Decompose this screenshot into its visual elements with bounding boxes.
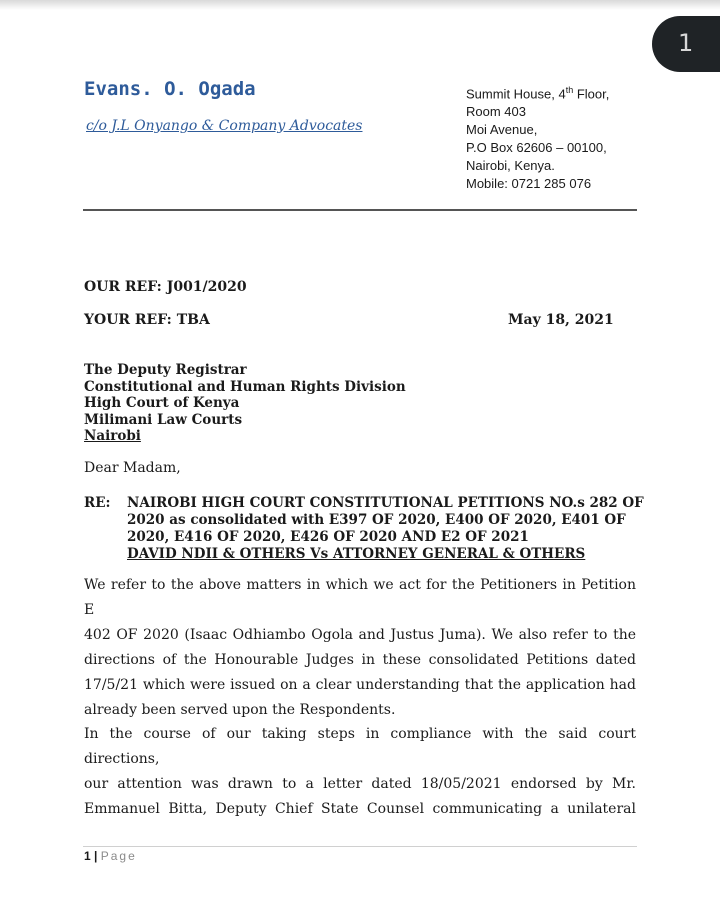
addressee-line: Nairobi [84, 428, 141, 444]
body-paragraph [84, 722, 636, 822]
letterhead-divider [83, 209, 637, 211]
page-indicator[interactable] [652, 16, 720, 72]
re-line: DAVID NDII & OTHERS Vs ATTORNEY GENERAL & OTHERS [127, 546, 586, 562]
paragraph-line: 17/5/21 which were issued on a clear understanding that the application had [84, 677, 636, 693]
address-line: Mobile: 0721 285 076 [466, 176, 592, 192]
addressee-block [84, 362, 406, 445]
footer-separator: | [94, 849, 98, 863]
firm-subtitle: c/o J.L Onyango & Company Advocates [86, 118, 363, 134]
footer-divider [83, 846, 637, 847]
our-reference: OUR REF: J001/2020 [84, 279, 247, 295]
address-line: Room 403 [466, 104, 526, 120]
footer-page-number: 1 [84, 849, 91, 863]
salutation: Dear Madam, [84, 460, 181, 476]
paragraph-line: directions of the Honourable Judges in these consolidated Petitions dated [84, 652, 636, 668]
paragraph-line: We refer to the above matters in which we act for the Petitioners in Petition E [84, 577, 636, 618]
address-line: P.O Box 62606 – 00100, [466, 140, 607, 156]
body-paragraph [84, 573, 636, 723]
re-line: 2020, E416 OF 2020, E426 OF 2020 AND E2 OF 2021 [127, 529, 529, 545]
addressee-line: The Deputy Registrar [84, 362, 247, 378]
address-line: Moi Avenue, [466, 122, 538, 138]
footer-page-word: Page [100, 849, 137, 863]
re-line: 2020 as consolidated with E397 OF 2020, E400 OF 2020, E401 OF [127, 512, 626, 528]
address-line: Nairobi, Kenya. [466, 158, 555, 174]
paragraph-line: In the course of our taking steps in compliance with the said court directions, [84, 726, 636, 767]
address-line: Summit House, 4th Floor, [466, 85, 610, 102]
paragraph-line: already been served upon the Respondents. [84, 702, 396, 718]
re-subject [127, 495, 644, 563]
page-footer [84, 849, 137, 863]
paragraph-line: Emmanuel Bitta, Deputy Chief State Counsel communicating a unilateral [84, 801, 636, 817]
paragraph-line: our attention was drawn to a letter dated 18/05/2021 endorsed by Mr. [84, 776, 636, 792]
firm-name: Evans. O. Ogada [84, 78, 256, 100]
letterhead-address [466, 81, 666, 193]
addressee-line: Constitutional and Human Rights Division [84, 378, 406, 395]
top-shadow [0, 0, 720, 10]
paragraph-line: 402 OF 2020 (Isaac Odhiambo Ogola and Justus Juma). We also refer to the [84, 627, 636, 643]
addressee-line: High Court of Kenya [84, 395, 240, 411]
re-label: RE: [84, 495, 111, 511]
page-indicator-number: 1 [678, 29, 694, 57]
letter-date: May 18, 2021 [508, 312, 614, 328]
re-line: NAIROBI HIGH COURT CONSTITUTIONAL PETITIONS NO.s 282 OF [127, 495, 644, 511]
addressee-line: Milimani Law Courts [84, 411, 243, 428]
your-reference: YOUR REF: TBA [84, 312, 210, 328]
